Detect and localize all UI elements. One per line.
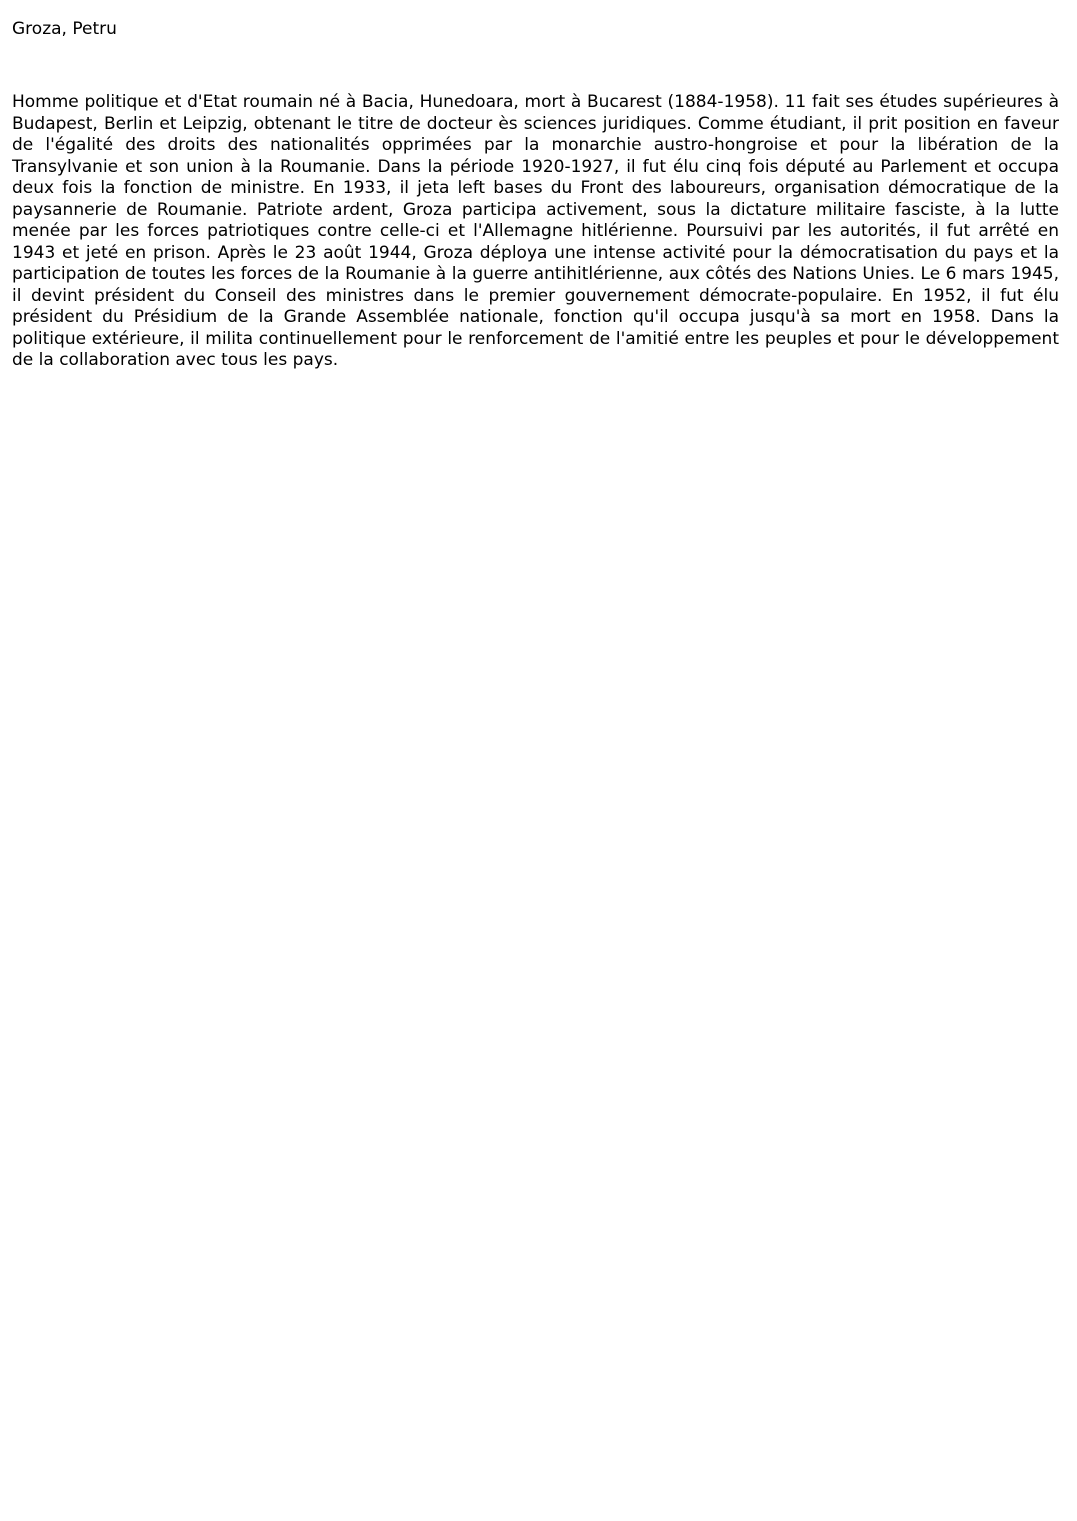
document-page <box>12 18 1059 372</box>
document-body: Homme politique et d'Etat roumain né à Bacia, Hunedoara, mort à Bucarest (1884-1958). 11 fait ses études supérieures à Budapest, Berlin et Leipzig, obtenant le titre de docteur ès sciences juridiques. Comme étudiant, il prit position en faveur de l'égalité des droits des nationalités opprimées par la monarchie austro-hongroise et pour la libération de la Transylvanie et son union à la Roumanie. Dans la période 1920-1927, il fut élu cinq fois député au Parlement et occupa deux fois la fonction de ministre. En 1933, il jeta left bases du Front des laboureurs, organisation démocratique de la paysannerie de Roumanie. Patriote ardent, Groza participa activement, sous la dictature militaire fasciste, à la lutte menée par les forces patriotiques contre celle-ci et l'Allemagne hitlérienne. Poursuivi par les autorités, il fut arrêté en 1943 et jeté en prison. Après le 23 août 1944, Groza déploya une intense activité pour la démocratisation du pays et la participation de toutes les forces de la Roumanie à la guerre antihitlérienne, aux côtés des Nations Unies. Le 6 mars 1945, il devint président du Conseil des ministres dans le premier gouvernement démocrate-populaire. En 1952, il fut élu président du Présidium de la Grande Assemblée nationale, fonction qu'il occupa jusqu'à sa mort en 1958. Dans la politique extérieure, il milita continuellement pour le renforcement de l'amitié entre les peuples et pour le développement de la collaboration avec tous les pays. <box>12 92 1059 370</box>
document-title: Groza, Petru <box>12 19 117 39</box>
